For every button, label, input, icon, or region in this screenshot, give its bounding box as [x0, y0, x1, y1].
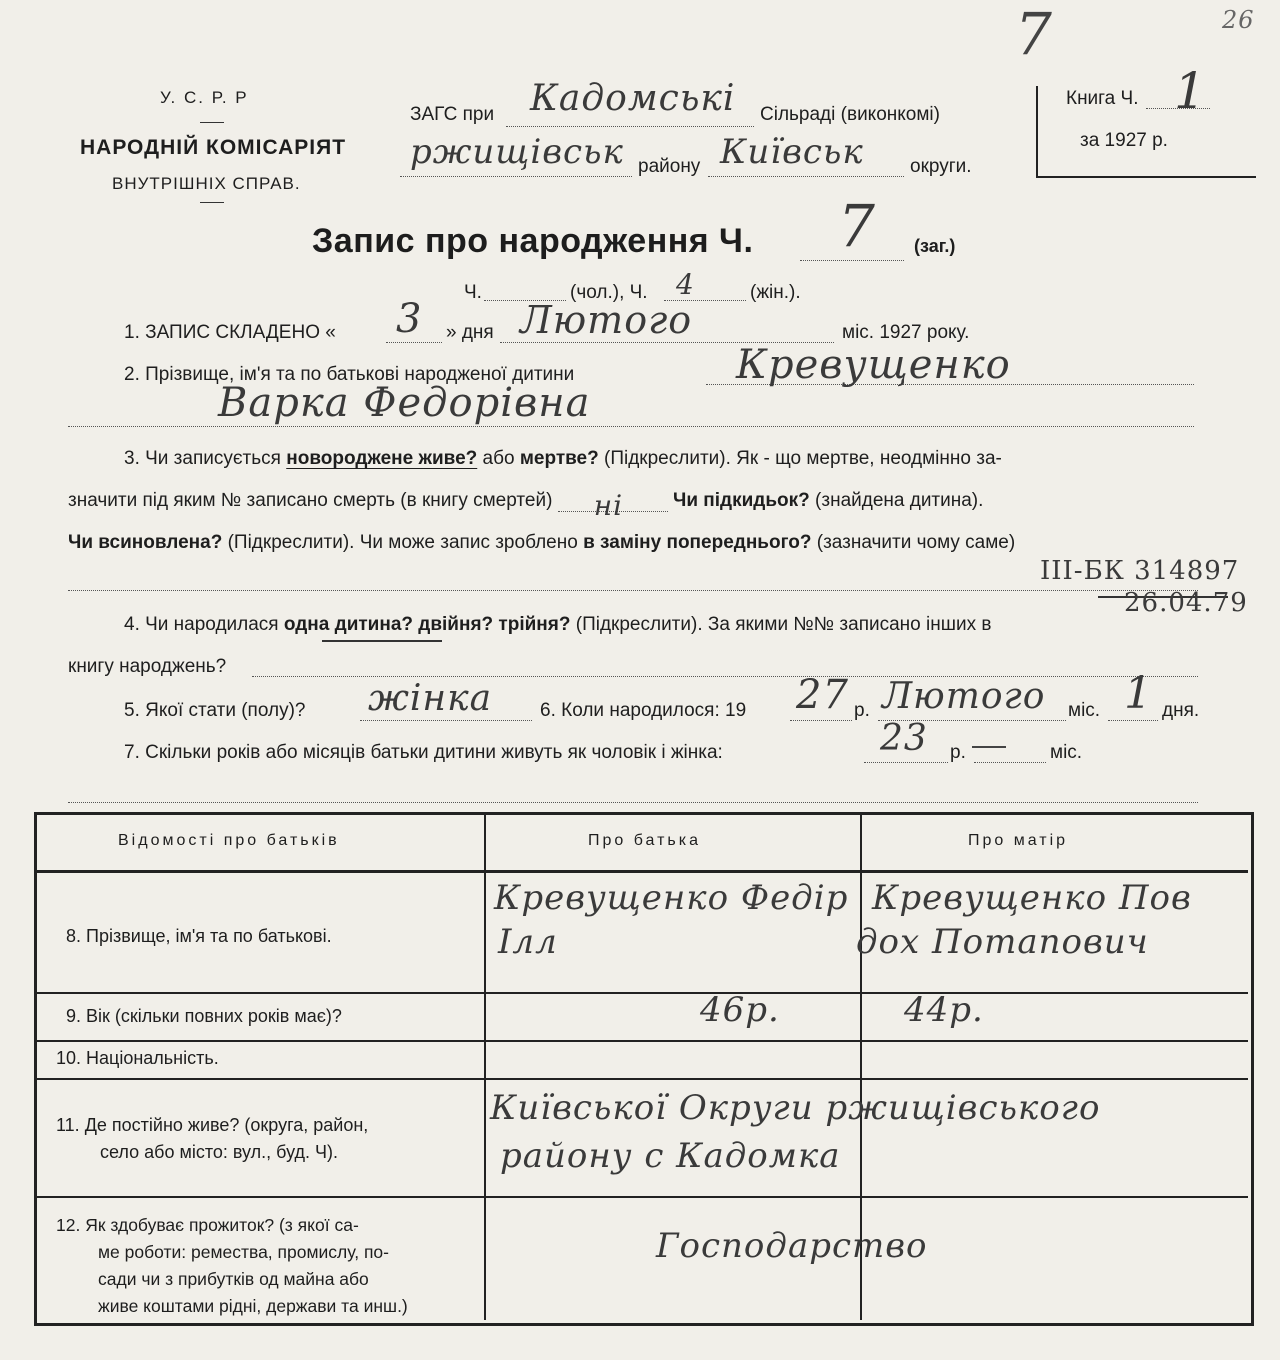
item6-label: 6. Коли народилося: 19	[540, 700, 747, 721]
page-title: Запис про народження Ч.	[312, 222, 754, 260]
item3-text-a: 3. Чи записується	[124, 448, 281, 469]
row8-father-1: Кревущенко Федір	[494, 878, 849, 918]
item6-r: р.	[854, 700, 870, 721]
item3-line1	[124, 448, 1002, 470]
item2-line2	[68, 426, 1194, 427]
item3-note2: 26.04.79	[1124, 588, 1248, 618]
item3-text-d: мертве?	[519, 448, 599, 469]
row9-mother: 44р.	[904, 990, 984, 1030]
item3-line4	[68, 590, 1198, 591]
row11-label	[56, 1112, 368, 1166]
commissariat-label: НАРОДНІЙ КОМІСАРІЯТ	[80, 136, 347, 159]
row10-label: 10. Національність.	[56, 1048, 219, 1068]
book-box-bottom	[1036, 176, 1256, 178]
district-value: ржищівськ	[410, 132, 624, 172]
item4-text-b: одна дитина? двійня? трійня?	[283, 614, 571, 635]
item3-line2-a: значити під яким № записано смерть (в книгу смертей)	[68, 490, 553, 511]
item4-text-c: (Підкреслити). За якими №№ записано інших в	[575, 614, 992, 635]
row12-label-1: 12. Як здобуває прожиток? (з якої са-	[56, 1215, 359, 1235]
item1-prefix: 1. ЗАПИС СКЛАДЕНО «	[124, 322, 336, 343]
item1-day: 3	[396, 296, 423, 342]
table-col-divider-1	[484, 814, 486, 1320]
row8-father-2: Ілл	[498, 922, 558, 962]
header-dash	[200, 122, 224, 123]
item2-label: 2. Прізвище, ім'я та по батькові народженої дитини	[124, 364, 575, 385]
table-row-divider-8	[36, 992, 1248, 994]
table-row-divider-10	[36, 1078, 1248, 1080]
item3-line3	[68, 532, 1015, 554]
item3-line2-c: (знайдена дитина).	[815, 490, 984, 511]
item7-years-line	[864, 762, 948, 763]
okruha-label: округи.	[910, 156, 972, 177]
item6-dnia: дня.	[1162, 700, 1200, 721]
item6-day: 1	[1124, 668, 1153, 719]
item4-field-line	[252, 676, 1198, 677]
item7-dash	[972, 746, 1006, 748]
zags-label: ЗАГС при	[410, 104, 495, 125]
item7-r: р.	[950, 742, 966, 763]
book-label: Книга Ч.	[1066, 88, 1139, 109]
item3-line2-b: Чи підкидьок?	[672, 490, 810, 511]
row8-label: 8. Прізвище, ім'я та по батькові.	[66, 926, 332, 946]
corner-number: 26	[1222, 6, 1255, 34]
row12-label-4: живе коштами рідні, держави та инш.)	[98, 1296, 408, 1316]
item3-line2	[68, 489, 1198, 522]
item6-month: Лютого	[882, 676, 1046, 717]
item3-line3-a: Чи всиновлена?	[68, 532, 223, 553]
item3-text-e: (Підкреслити). Як - що мертве, неодмінно за-	[604, 448, 1002, 469]
item3-note1: ІІІ-БК 314897	[1040, 556, 1240, 586]
row12-label-2: ме роботи: ремества, промислу, по-	[98, 1242, 389, 1262]
item1-month: Лютого	[520, 298, 693, 342]
item5-value: жінка	[368, 678, 493, 719]
chol-label: (чол.), Ч.	[570, 282, 648, 303]
title-suffix: (заг.)	[914, 236, 956, 256]
col-header-info: Відомості про батьків	[118, 832, 340, 849]
zags-value: Кадомські	[530, 78, 736, 119]
ch2-value: 4	[676, 268, 695, 301]
row9-father: 46р.	[700, 990, 780, 1030]
item4-line1	[124, 614, 991, 636]
row9-label: 9. Вік (скільки повних років має)?	[66, 1006, 342, 1026]
zags-field-line	[506, 126, 754, 127]
item7-months-line	[974, 762, 1046, 763]
item6-day-line	[1108, 720, 1158, 721]
row11-label-2: село або місто: вул., буд. Ч).	[100, 1142, 338, 1162]
item3-line3-b: (Підкреслити). Чи може запис зроблено	[227, 532, 578, 553]
item5-label: 5. Якої стати (полу)?	[124, 700, 306, 721]
row11-value-2: району с Кадомка	[500, 1136, 841, 1176]
row12-label	[56, 1212, 408, 1320]
item4-underline	[322, 640, 442, 642]
okruha-field-line	[708, 176, 904, 177]
title-number: 7	[838, 192, 876, 260]
item4-text-a: 4. Чи народилася	[124, 614, 279, 635]
item3-line3-d: (зазначити чому саме)	[816, 532, 1016, 553]
table-row-divider-header	[36, 870, 1248, 873]
item5-field-line	[360, 720, 532, 721]
table-row-divider-11	[36, 1196, 1248, 1198]
item6-year: 27	[796, 672, 849, 718]
header-dash-2	[200, 202, 224, 203]
item3-death-value: ні	[593, 489, 624, 522]
title-number-line	[800, 260, 904, 261]
row12-value: Господарство	[656, 1226, 928, 1266]
ussr-label: У. С. Р. Р	[160, 88, 249, 107]
selradi-label: Сільраді (виконкомі)	[760, 104, 940, 125]
ch1-label: Ч.	[464, 282, 482, 303]
district-field-line	[400, 176, 632, 177]
item7-end-line	[68, 802, 1198, 803]
okruha-value: Київськ	[720, 132, 864, 172]
item1-day-line	[386, 342, 442, 343]
district-label: району	[638, 156, 701, 177]
item3-text-b: новороджене живе?	[286, 448, 478, 469]
book-value: 1	[1174, 62, 1207, 120]
row12-label-3: сади чи з прибутків од майна або	[98, 1269, 369, 1289]
row11-label-1: 11. Де постійно живе? (округа, район,	[56, 1115, 369, 1135]
item4-line2: книгу народжень?	[68, 656, 227, 677]
item2-value2: Варка Федорівна	[218, 380, 591, 426]
book-box-left	[1036, 86, 1038, 178]
year-label: за 1927 р.	[1080, 130, 1168, 151]
corner-mark: 7	[1015, 0, 1053, 68]
zhin-label: (жін.).	[750, 282, 801, 303]
item7-mis: міс.	[1050, 742, 1083, 763]
item7-years: 23	[880, 718, 928, 759]
col-header-mother: Про матір	[968, 832, 1069, 849]
item1-suffix: міс. 1927 року.	[842, 322, 970, 343]
row8-mother-2: дох Потапович	[856, 922, 1149, 962]
item3-line3-c: в заміну попереднього?	[583, 532, 812, 553]
table-row-divider-9	[36, 1040, 1248, 1042]
internal-affairs-label: ВНУТРІШНІХ СПРАВ.	[112, 174, 301, 193]
col-header-father: Про батька	[588, 832, 701, 849]
item6-year-line	[790, 720, 852, 721]
row11-value-1: Київської Округи ржищівського	[490, 1088, 1101, 1128]
item1-mid: » дня	[446, 322, 494, 343]
item3-death-field	[558, 489, 668, 522]
item3-text-c: або	[482, 448, 515, 469]
item2-value1: Кревущенко	[736, 342, 1011, 388]
item6-mis: міс.	[1068, 700, 1101, 721]
item7-label: 7. Скільки років або місяців батьки дитини живуть як чоловік і жінка:	[124, 742, 723, 763]
row8-mother-1: Кревущенко Пов	[872, 878, 1192, 918]
